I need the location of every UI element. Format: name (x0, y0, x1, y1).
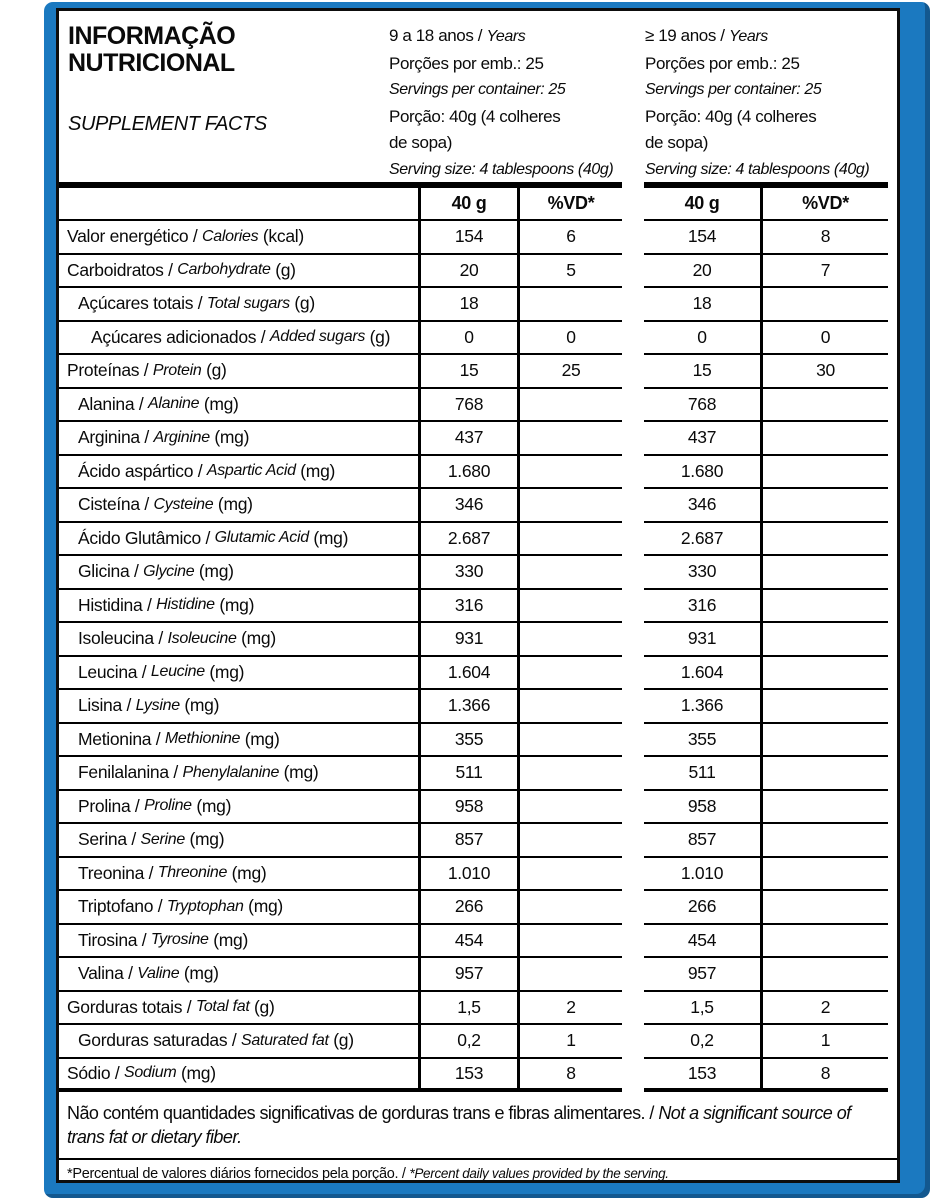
label-subtitle-en: SUPPLEMENT FACTS (68, 113, 267, 135)
table-row (59, 958, 897, 992)
title-line1: INFORMAÇÃO (68, 22, 236, 50)
dv-value-19plus: 30 (760, 355, 888, 389)
column-gap (622, 255, 644, 289)
dv-value-9-18 (517, 858, 622, 892)
nutrient-label: Gorduras totais / Total fat (g) (59, 992, 418, 1026)
table-row (59, 1059, 897, 1093)
amount-header-19plus: 40 g (644, 188, 760, 221)
table-row (59, 422, 897, 456)
dv-value-9-18 (517, 657, 622, 691)
nutrient-label: Cisteína / Cysteine (mg) (59, 489, 418, 523)
amount-value-19plus: 857 (644, 824, 760, 858)
column-gap (622, 355, 644, 389)
nutrient-label: Tirosina / Tyrosine (mg) (59, 925, 418, 959)
dv-value-9-18 (517, 724, 622, 758)
servings-pt-line: Porções por emb.: 25 (645, 53, 800, 73)
table-body (59, 221, 897, 1092)
table-row (59, 556, 897, 590)
amount-value-9-18: 454 (418, 925, 517, 959)
nutrient-label: Proteínas / Protein (g) (59, 355, 418, 389)
dv-value-9-18 (517, 958, 622, 992)
insignificant-amounts-note: Não contém quantidades significativas de gorduras trans e fibras alimentares. / Not a significant source of trans fat or dietary fiber. (67, 1103, 851, 1147)
servings-en-line: Servings per container: 25 (645, 81, 822, 98)
column-gap (622, 556, 644, 590)
table-row (59, 288, 897, 322)
column-gap (622, 925, 644, 959)
amount-value-19plus: 0,2 (644, 1025, 760, 1059)
dv-value-9-18 (517, 422, 622, 456)
amount-value-9-18: 768 (418, 389, 517, 423)
dv-value-19plus (760, 489, 888, 523)
amount-value-19plus: 1.366 (644, 690, 760, 724)
nutrient-label: Serina / Serine (mg) (59, 824, 418, 858)
dv-value-9-18 (517, 791, 622, 825)
table-row (59, 757, 897, 791)
table-row (59, 824, 897, 858)
column-gap (622, 422, 644, 456)
amount-value-19plus: 454 (644, 925, 760, 959)
column-gap (622, 657, 644, 691)
table-row (59, 657, 897, 691)
column-gap (622, 288, 644, 322)
amount-value-9-18: 957 (418, 958, 517, 992)
amount-value-19plus: 958 (644, 791, 760, 825)
column-gap (622, 858, 644, 892)
dv-value-9-18 (517, 690, 622, 724)
column-gap (622, 958, 644, 992)
dv-value-9-18: 0 (517, 322, 622, 356)
dv-value-9-18 (517, 891, 622, 925)
nutrient-label: Triptofano / Tryptophan (mg) (59, 891, 418, 925)
column-gap (622, 523, 644, 557)
nutrient-label: Glicina / Glycine (mg) (59, 556, 418, 590)
dv-value-19plus (760, 623, 888, 657)
dv-value-19plus (760, 523, 888, 557)
table-row (59, 590, 897, 624)
dv-value-19plus (760, 288, 888, 322)
amount-value-9-18: 154 (418, 221, 517, 255)
amount-value-9-18: 330 (418, 556, 517, 590)
nutrient-label: Ácido aspártico / Aspartic Acid (mg) (59, 456, 418, 490)
label-title-pt (68, 23, 389, 77)
amount-value-9-18: 355 (418, 724, 517, 758)
portion-line1: Porção: 40g (4 colheres (645, 106, 817, 126)
dv-value-19plus: 8 (760, 1059, 888, 1093)
dv-value-19plus (760, 590, 888, 624)
column-gap (622, 456, 644, 490)
dv-value-9-18 (517, 824, 622, 858)
table-row (59, 925, 897, 959)
serving-info-19plus (645, 23, 897, 182)
dv-value-9-18 (517, 489, 622, 523)
column-gap (622, 389, 644, 423)
amount-value-19plus: 1.604 (644, 657, 760, 691)
table-row (59, 355, 897, 389)
table-header-row (59, 188, 897, 221)
table-row (59, 992, 897, 1026)
column-gap (622, 757, 644, 791)
column-gap (622, 623, 644, 657)
amount-value-19plus: 511 (644, 757, 760, 791)
column-gap (622, 690, 644, 724)
table-row (59, 724, 897, 758)
amount-value-9-18: 1.680 (418, 456, 517, 490)
nutrient-label: Gorduras saturadas / Saturated fat (g) (59, 1025, 418, 1059)
amount-value-9-18: 857 (418, 824, 517, 858)
dv-value-19plus (760, 791, 888, 825)
column-gap (622, 188, 644, 221)
amount-value-9-18: 0 (418, 322, 517, 356)
serving-info-9-18 (389, 23, 645, 182)
amount-value-19plus: 330 (644, 556, 760, 590)
dv-value-9-18: 25 (517, 355, 622, 389)
portion-line2: de sopa) (389, 133, 452, 152)
amount-value-9-18: 20 (418, 255, 517, 289)
dv-value-19plus (760, 958, 888, 992)
dv-header-9-18: %VD* (517, 188, 622, 221)
amount-value-19plus: 316 (644, 590, 760, 624)
dv-value-9-18 (517, 456, 622, 490)
age-range-line: ≥ 19 anos / Years (645, 26, 768, 45)
column-gap (622, 1025, 644, 1059)
nutrient-label: Açúcares adicionados / Added sugars (g) (59, 322, 418, 356)
table-row (59, 255, 897, 289)
serving-size-en-line: Serving size: 4 tablespoons (40g) (645, 160, 870, 178)
column-gap (622, 590, 644, 624)
column-gap (622, 221, 644, 255)
dv-value-19plus: 8 (760, 221, 888, 255)
amount-value-9-18: 1.010 (418, 858, 517, 892)
age-range-line: 9 a 18 anos / Years (389, 26, 526, 45)
nutrient-label: Ácido Glutâmico / Glutamic Acid (mg) (59, 523, 418, 557)
nutrient-label: Valor energético / Calories (kcal) (59, 221, 418, 255)
amount-value-9-18: 346 (418, 489, 517, 523)
amount-header-9-18: 40 g (418, 188, 517, 221)
amount-value-9-18: 1.604 (418, 657, 517, 691)
amount-value-9-18: 1.366 (418, 690, 517, 724)
table-row (59, 456, 897, 490)
nutrient-label: Sódio / Sodium (mg) (59, 1059, 418, 1093)
nutrient-label: Prolina / Proline (mg) (59, 791, 418, 825)
table-row (59, 322, 897, 356)
dv-value-9-18: 5 (517, 255, 622, 289)
dv-value-9-18: 6 (517, 221, 622, 255)
amount-value-19plus: 957 (644, 958, 760, 992)
nutrient-label: Arginina / Arginine (mg) (59, 422, 418, 456)
table-row (59, 858, 897, 892)
dv-value-9-18 (517, 288, 622, 322)
table-row (59, 791, 897, 825)
dv-value-9-18 (517, 389, 622, 423)
dv-value-19plus (760, 456, 888, 490)
amount-value-19plus: 1.010 (644, 858, 760, 892)
dv-value-19plus (760, 690, 888, 724)
dv-value-19plus (760, 757, 888, 791)
servings-pt-line: Porções por emb.: 25 (389, 53, 544, 73)
nutrition-table (59, 188, 897, 1092)
amount-value-19plus: 20 (644, 255, 760, 289)
nutrition-facts-card (56, 8, 900, 1183)
amount-value-9-18: 931 (418, 623, 517, 657)
dv-value-19plus (760, 389, 888, 423)
nutrient-label: Metionina / Methionine (mg) (59, 724, 418, 758)
amount-value-9-18: 958 (418, 791, 517, 825)
amount-value-19plus: 355 (644, 724, 760, 758)
dv-value-19plus (760, 925, 888, 959)
column-gap (622, 724, 644, 758)
dv-value-19plus (760, 657, 888, 691)
dv-value-9-18 (517, 556, 622, 590)
dv-value-19plus: 7 (760, 255, 888, 289)
dv-value-19plus: 0 (760, 322, 888, 356)
dv-value-9-18: 1 (517, 1025, 622, 1059)
dv-value-19plus: 1 (760, 1025, 888, 1059)
title-block (59, 23, 389, 182)
amount-value-19plus: 153 (644, 1059, 760, 1093)
table-row (59, 389, 897, 423)
amount-value-9-18: 0,2 (418, 1025, 517, 1059)
servings-en-line: Servings per container: 25 (389, 81, 566, 98)
column-gap (622, 992, 644, 1026)
dv-value-19plus (760, 858, 888, 892)
dv-value-19plus (760, 422, 888, 456)
dv-value-19plus (760, 724, 888, 758)
portion-line1: Porção: 40g (4 colheres (389, 106, 561, 126)
dv-value-19plus (760, 824, 888, 858)
nutrient-label: Açúcares totais / Total sugars (g) (59, 288, 418, 322)
dv-value-19plus (760, 891, 888, 925)
label-header (59, 11, 897, 182)
dv-value-19plus (760, 556, 888, 590)
amount-value-9-18: 266 (418, 891, 517, 925)
amount-value-9-18: 15 (418, 355, 517, 389)
nutrient-label: Histidina / Histidine (mg) (59, 590, 418, 624)
nutrient-label: Leucina / Leucine (mg) (59, 657, 418, 691)
dv-value-9-18: 2 (517, 992, 622, 1026)
serving-size-en-line: Serving size: 4 tablespoons (40g) (389, 160, 614, 178)
dv-value-9-18 (517, 523, 622, 557)
dv-value-9-18 (517, 590, 622, 624)
table-row (59, 221, 897, 255)
nutrient-label: Isoleucina / Isoleucine (mg) (59, 623, 418, 657)
amount-value-19plus: 1.680 (644, 456, 760, 490)
column-gap (622, 791, 644, 825)
nutrient-label: Fenilalanina / Phenylalanine (mg) (59, 757, 418, 791)
column-gap (622, 489, 644, 523)
nutrient-label: Valina / Valine (mg) (59, 958, 418, 992)
amount-value-19plus: 2.687 (644, 523, 760, 557)
amount-value-19plus: 346 (644, 489, 760, 523)
column-gap (622, 891, 644, 925)
amount-value-19plus: 18 (644, 288, 760, 322)
amount-value-9-18: 316 (418, 590, 517, 624)
amount-value-19plus: 931 (644, 623, 760, 657)
column-gap (622, 1059, 644, 1093)
percent-dv-footnote: *Percentual de valores diários fornecidos pela porção. / *Percent daily values provided by the serving. (67, 1166, 669, 1182)
amount-value-9-18: 153 (418, 1059, 517, 1093)
column-gap (622, 824, 644, 858)
table-row (59, 1025, 897, 1059)
portion-line2: de sopa) (645, 133, 708, 152)
title-line2: NUTRICIONAL (68, 49, 235, 77)
dv-value-9-18: 8 (517, 1059, 622, 1093)
dv-value-19plus: 2 (760, 992, 888, 1026)
amount-value-19plus: 266 (644, 891, 760, 925)
table-row (59, 891, 897, 925)
dv-value-9-18 (517, 757, 622, 791)
nutrient-label: Alanina / Alanine (mg) (59, 389, 418, 423)
empty-header-cell (59, 188, 418, 221)
amount-value-9-18: 511 (418, 757, 517, 791)
column-gap (622, 322, 644, 356)
dv-value-9-18 (517, 925, 622, 959)
amount-value-19plus: 0 (644, 322, 760, 356)
amount-value-19plus: 154 (644, 221, 760, 255)
amount-value-19plus: 768 (644, 389, 760, 423)
amount-value-19plus: 437 (644, 422, 760, 456)
amount-value-19plus: 1,5 (644, 992, 760, 1026)
label-blue-frame (44, 2, 930, 1198)
amount-value-9-18: 437 (418, 422, 517, 456)
amount-value-9-18: 18 (418, 288, 517, 322)
nutrient-label: Carboidratos / Carbohydrate (g) (59, 255, 418, 289)
table-row (59, 489, 897, 523)
table-row (59, 623, 897, 657)
table-row (59, 690, 897, 724)
dv-header-19plus: %VD* (760, 188, 888, 221)
nutrient-label: Treonina / Threonine (mg) (59, 858, 418, 892)
table-row (59, 523, 897, 557)
nutrient-label: Lisina / Lysine (mg) (59, 690, 418, 724)
amount-value-19plus: 15 (644, 355, 760, 389)
amount-value-9-18: 1,5 (418, 992, 517, 1026)
amount-value-9-18: 2.687 (418, 523, 517, 557)
dv-value-9-18 (517, 623, 622, 657)
